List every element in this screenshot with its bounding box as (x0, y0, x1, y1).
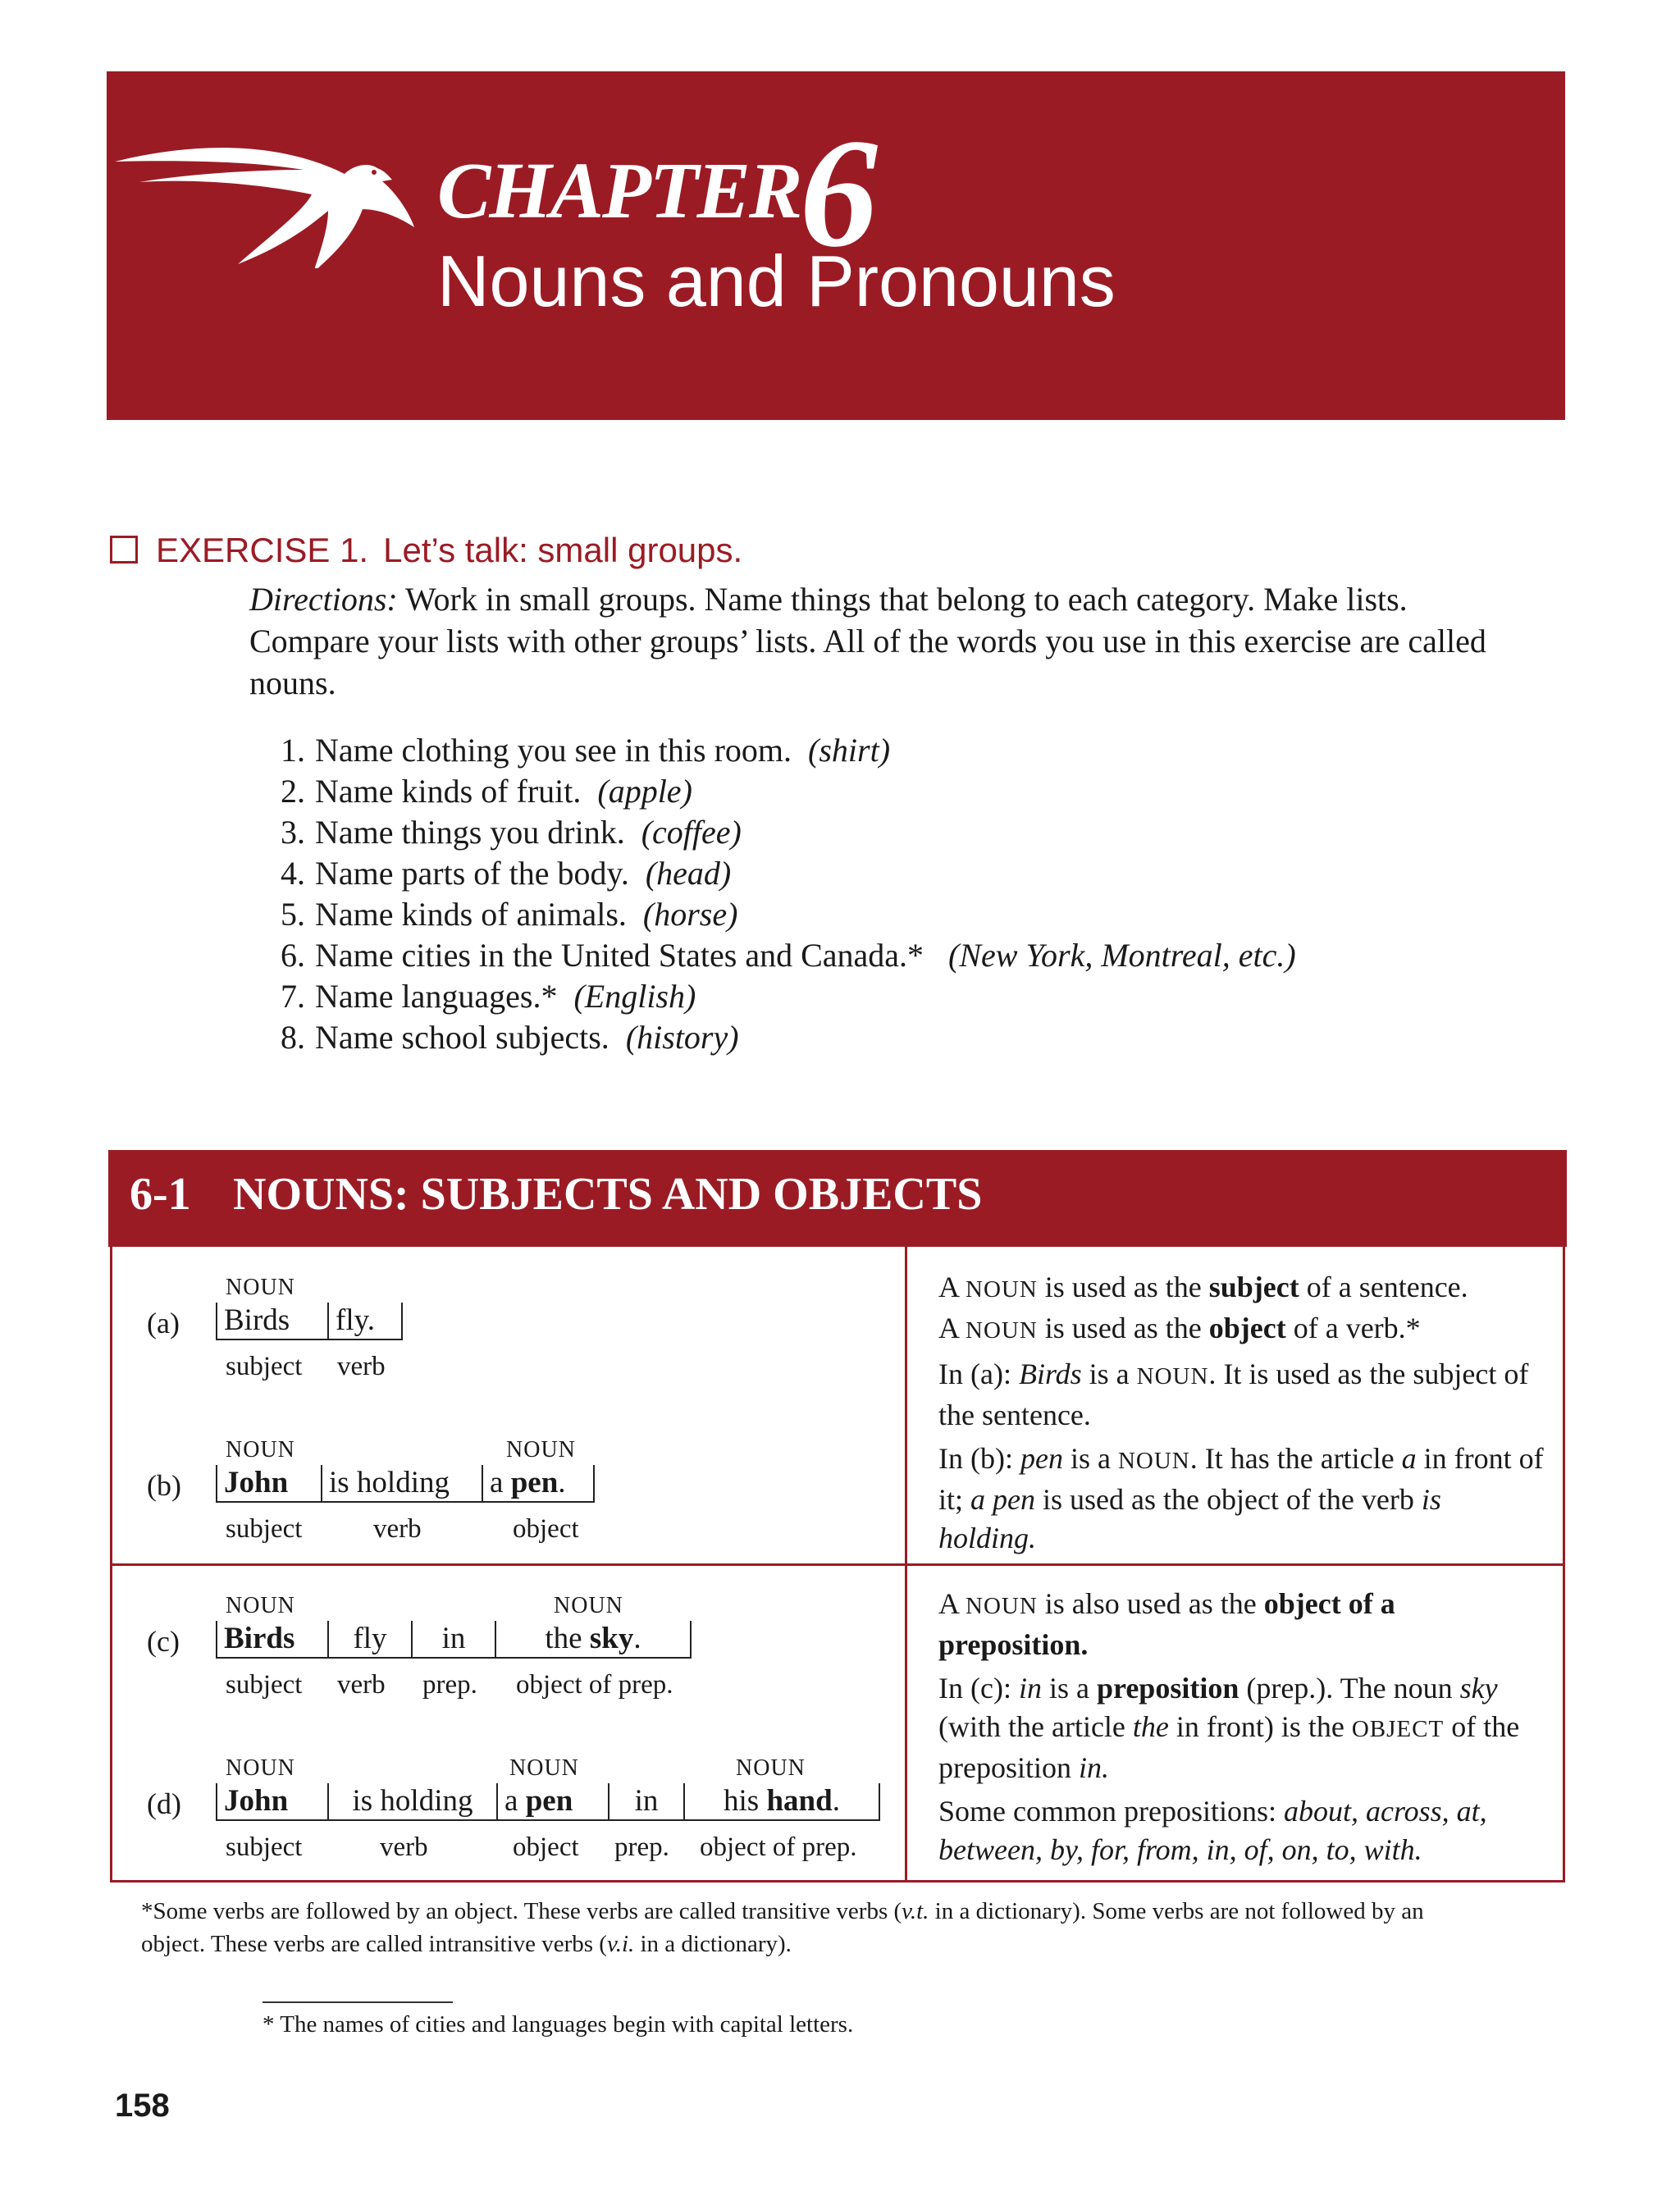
list-item (249, 894, 1595, 935)
item-example: (coffee) (641, 814, 742, 851)
item-number: 5. (281, 896, 305, 933)
exercise-heading (110, 531, 742, 570)
word: is holding (321, 1465, 482, 1503)
item-number: 6. (281, 937, 305, 974)
explanation-line: A NOUN is also used as the object of a preposition. (938, 1587, 1395, 1661)
item-number: 3. (281, 814, 305, 851)
explanation-bottom (938, 1585, 1545, 1874)
list-item (249, 935, 1595, 976)
item-number: 8. (281, 1019, 305, 1056)
word: . (558, 1466, 566, 1499)
role-label: subject (226, 1832, 303, 1862)
directions-label: Directions: (249, 581, 398, 618)
role-label: subject (226, 1670, 303, 1700)
example-sentence-b (216, 1465, 595, 1503)
role-label: object of prep. (700, 1832, 857, 1862)
word: fly (327, 1621, 411, 1659)
exercise-directions (249, 578, 1529, 704)
chapter-label: CHAPTER (437, 147, 801, 235)
role-label: subject (226, 1352, 303, 1381)
example-tag: (d) (147, 1787, 181, 1820)
item-text: Name things you drink. (315, 814, 625, 851)
noun-marker: NOUN (554, 1593, 623, 1618)
role-label: verb (380, 1832, 428, 1862)
word: John (224, 1784, 289, 1818)
word: in (411, 1621, 495, 1659)
word: Birds (216, 1303, 327, 1340)
noun-marker: NOUN (226, 1593, 295, 1618)
explanation-line: Some common prepositions: about, across, at, between, by, for, from, in, of, on, to, with. (938, 1795, 1487, 1866)
item-text: Name school subjects. (315, 1019, 609, 1056)
role-label: prep. (422, 1670, 477, 1700)
word: in (608, 1783, 683, 1821)
word: a (490, 1466, 511, 1499)
directions-text: Work in small groups. Name things that belong to each category. Make lists. Compare your lists with other groups’ lists. All of the words you use in this exercise are called nouns. (249, 581, 1486, 701)
role-label: verb (337, 1352, 386, 1381)
noun-marker: NOUN (226, 1437, 295, 1463)
word: . (633, 1622, 641, 1655)
noun-marker: NOUN (226, 1275, 295, 1300)
item-example: (history) (625, 1019, 739, 1056)
chart-number: 6-1 (130, 1169, 191, 1220)
item-text: Name kinds of animals. (315, 896, 627, 933)
item-text: Name kinds of fruit. (315, 773, 582, 810)
word: the (545, 1622, 590, 1655)
item-text: Name clothing you see in this room. (315, 732, 792, 769)
word: his (724, 1784, 767, 1818)
item-example: (English) (573, 978, 696, 1015)
page-number: 158 (115, 2088, 170, 2124)
example-tag: (c) (147, 1625, 180, 1658)
chapter-title: Nouns and Pronouns (437, 240, 1116, 322)
item-example: (head) (645, 855, 732, 892)
word: pen (510, 1466, 559, 1499)
list-item (249, 976, 1595, 1017)
role-label: subject (226, 1514, 303, 1544)
noun-marker: NOUN (736, 1755, 806, 1781)
example-sentence-a (216, 1303, 403, 1340)
example-tag: (a) (147, 1307, 180, 1339)
list-item (249, 812, 1595, 853)
exercise-title: Let’s talk: small groups. (383, 531, 743, 569)
example-sentence-c (216, 1621, 692, 1659)
word: pen (525, 1784, 573, 1818)
item-example: (apple) (597, 773, 692, 810)
item-example: (New York, Montreal, etc.) (948, 937, 1296, 974)
chart-header (108, 1150, 1567, 1247)
noun-marker: NOUN (506, 1437, 576, 1463)
item-number: 4. (281, 855, 305, 892)
role-label: verb (373, 1514, 422, 1544)
list-item (249, 853, 1595, 894)
list-item (249, 730, 1595, 771)
exercise-label: EXERCISE 1. (156, 531, 369, 569)
swallow-bird-icon (107, 71, 451, 268)
footnote-verbs: *Some verbs are followed by an object. These verbs are called transitive verbs (v.t. in a dictionary). Some verbs are not followed by an object. These verbs are called intransitive verbs (v.i. in a dictionary). (141, 1898, 1424, 1957)
list-item (249, 771, 1595, 812)
exercise-list (249, 730, 1595, 1058)
explanation-line: A NOUN is used as the subject of a sentence. A NOUN is used as the object of a verb.* (938, 1271, 1468, 1344)
item-example: (horse) (642, 896, 738, 933)
role-label: verb (337, 1670, 386, 1700)
chart-table (110, 1247, 1565, 1883)
word: Birds (224, 1622, 295, 1655)
footnote-names: * The names of cities and languages begin with capital letters. (262, 2011, 854, 2038)
explanation-line: In (a): Birds is a NOUN. It is used as the subject of the sentence. (938, 1358, 1529, 1431)
chapter-number: 6 (800, 107, 878, 280)
exercise-checkbox-icon (110, 536, 138, 564)
noun-marker: NOUN (226, 1755, 295, 1781)
item-example: (shirt) (808, 732, 891, 769)
example-tag: (b) (147, 1469, 181, 1502)
row-divider (112, 1563, 1563, 1566)
list-item (249, 1017, 1595, 1058)
item-text: Name parts of the body. (315, 855, 629, 892)
noun-marker: NOUN (509, 1755, 579, 1781)
chart-title: NOUNS: SUBJECTS AND OBJECTS (233, 1169, 983, 1220)
item-number: 1. (281, 732, 305, 769)
item-text: Name languages.* (315, 978, 558, 1015)
role-label: prep. (614, 1832, 669, 1862)
item-number: 7. (281, 978, 305, 1015)
explanation-top (938, 1268, 1545, 1563)
word: . (832, 1784, 840, 1818)
chapter-banner (107, 71, 1565, 420)
role-label: object (513, 1832, 579, 1862)
word: fly. (327, 1303, 403, 1340)
word: John (224, 1466, 289, 1499)
item-text: Name cities in the United States and Canada.* (315, 937, 924, 974)
word: sky (589, 1622, 634, 1655)
role-label: object of prep. (516, 1670, 673, 1700)
item-number: 2. (281, 773, 305, 810)
footnote-rule (262, 2001, 453, 2003)
example-sentence-d (216, 1783, 880, 1821)
word: hand (766, 1784, 833, 1818)
word: a (504, 1784, 526, 1818)
role-label: object (513, 1514, 579, 1544)
word: is holding (327, 1783, 496, 1821)
explanation-line: In (b): pen is a NOUN. It has the article a in front of it; a pen is used as the object of the verb is holding. (938, 1442, 1544, 1554)
explanation-line: In (c): in is a preposition (prep.). The noun sky (with the article the in front) is the OBJECT of the preposition in. (938, 1672, 1520, 1784)
